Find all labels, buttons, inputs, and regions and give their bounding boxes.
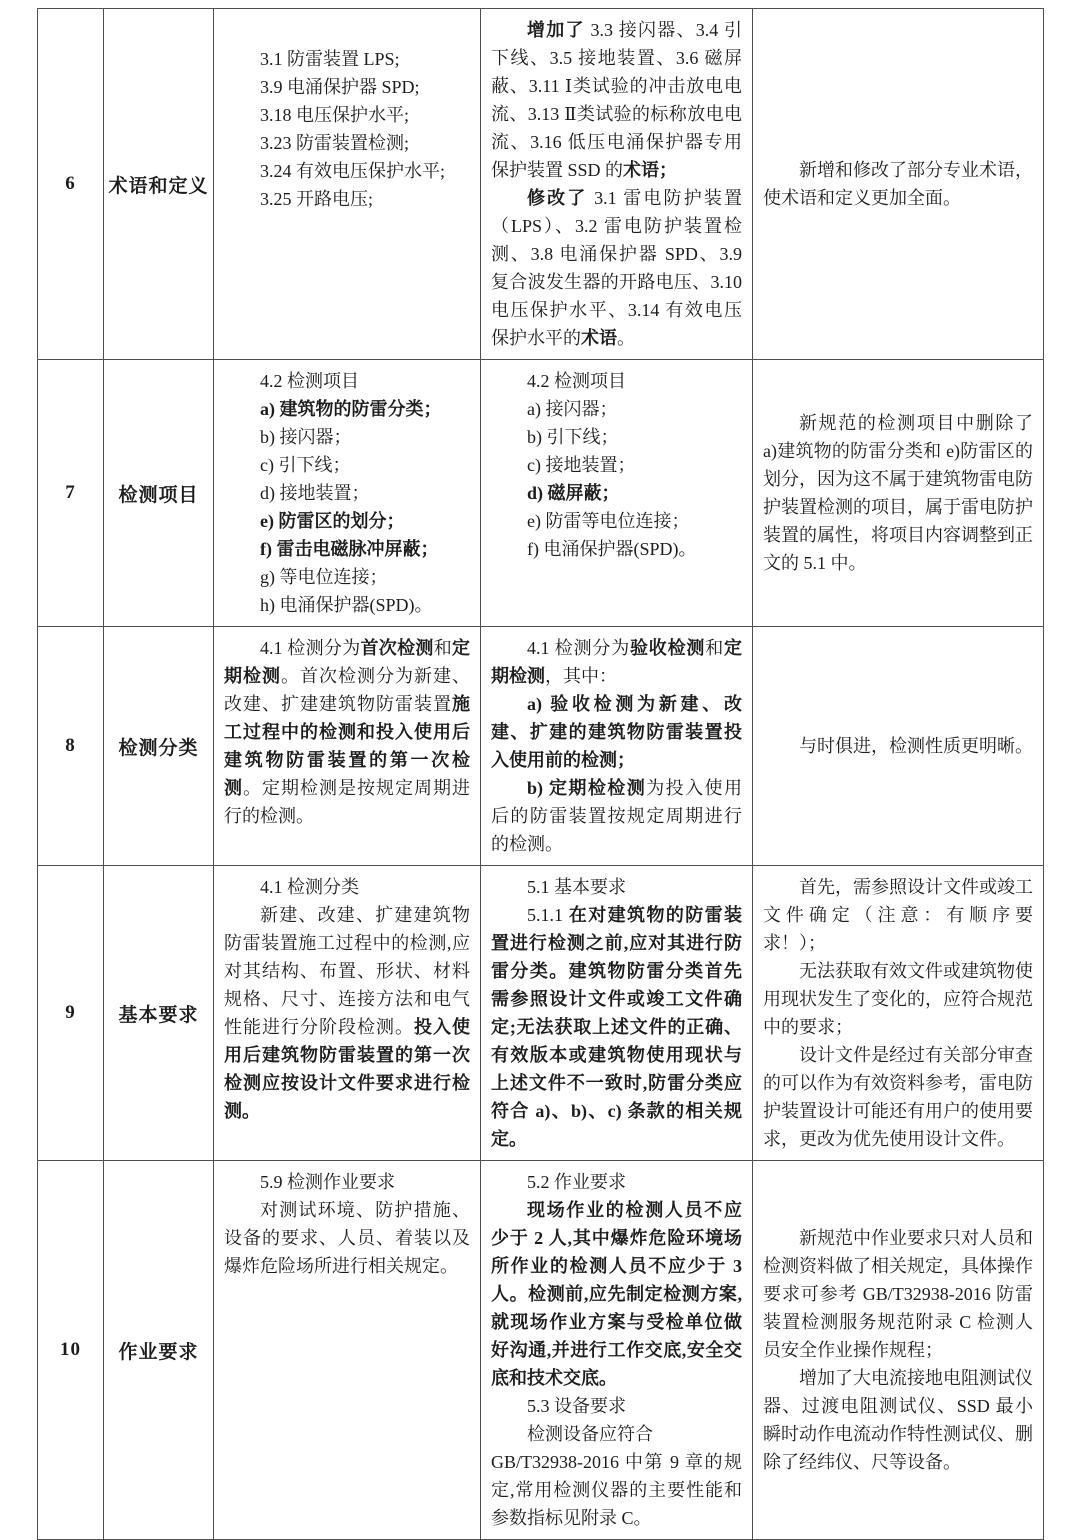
paragraph xyxy=(224,157,470,185)
bold-text-run: 投入使用后建筑物防雷装置的第一次检测应按设计文件要求进行检测。 xyxy=(224,1017,470,1121)
paragraph xyxy=(491,1392,742,1420)
paragraph xyxy=(763,957,1033,1041)
new-standard-cell xyxy=(481,9,753,360)
text-run: 3.1 防雷装置 LPS; xyxy=(260,49,400,69)
paragraph xyxy=(763,1041,1033,1153)
paragraph xyxy=(224,507,470,535)
paragraph xyxy=(491,423,742,451)
text-run: 无法获取有效文件或建筑物使用现状发生了变化的，应符合规范中的要求； xyxy=(763,961,1033,1037)
paragraph xyxy=(224,1168,470,1196)
paragraph xyxy=(224,634,470,830)
text-run: 首先，需参照设计文件或竣工文件确定（注意：有顺序要求！）； xyxy=(763,877,1033,953)
new-standard-cell xyxy=(481,1161,753,1540)
remark-cell xyxy=(753,1161,1044,1540)
bold-text-run: a) 建筑物的防雷分类； xyxy=(260,399,442,419)
text-run: c) 接地装置； xyxy=(527,455,636,475)
text-run: c) 引下线； xyxy=(260,455,351,475)
old-standard-cell xyxy=(214,1161,481,1540)
paragraph xyxy=(224,451,470,479)
table-row-8 xyxy=(38,627,1044,866)
bold-text-run: 现场作业的检测人员不应少于 2 人,其中爆炸危险环境场所作业的检测人员不应少于 3 人。检测前,应先制定检测方案,就现场作业方案与受检单位做好沟通,并进行工作交底,安全交底和技术交底。 xyxy=(491,1200,742,1388)
row-number-cell: 9 xyxy=(38,866,104,1161)
text-run: 5.1 基本要求 xyxy=(527,877,626,897)
paragraph xyxy=(491,479,742,507)
text-run: 3.9 电涌保护器 SPD; xyxy=(260,77,420,97)
standard-comparison-table xyxy=(37,8,1044,1540)
text-run: GB/T32938-2016 中第 9 章的规定,常用检测仪器的主要性能和参数指标见附录 C。 xyxy=(491,1452,742,1528)
paragraph xyxy=(491,184,742,352)
bold-text-run: a) 验收检测为新建、改建、扩建的建筑物防雷装置投入使用前的检测； xyxy=(491,694,742,770)
text-run: 4.2 检测项目 xyxy=(260,371,359,391)
paragraph xyxy=(224,873,470,901)
text-run: 和 xyxy=(433,638,453,658)
paragraph xyxy=(491,1420,742,1448)
row-number-cell: 7 xyxy=(38,360,104,627)
paragraph xyxy=(491,901,742,1153)
text-run: 为投入使用后的防雷装置按规定周期进行的检测。 xyxy=(491,778,742,854)
bold-text-run: f) 雷击电磁脉冲屏蔽； xyxy=(260,539,439,559)
paragraph xyxy=(491,395,742,423)
text-run: 3.24 有效电压保护水平; xyxy=(260,161,446,181)
paragraph xyxy=(491,690,742,774)
old-standard-cell xyxy=(214,866,481,1161)
paragraph xyxy=(491,634,742,690)
text-run: 和 xyxy=(705,638,725,658)
text-run: 与时俱进，检测性质更明晰。 xyxy=(799,736,1033,756)
paragraph xyxy=(224,563,470,591)
paragraph xyxy=(224,129,470,157)
paragraph xyxy=(224,479,470,507)
paragraph xyxy=(763,1364,1033,1476)
paragraph xyxy=(224,185,470,213)
text-run: 对测试环境、防护措施、设备的要求、人员、着装以及爆炸危险场所进行相关规定。 xyxy=(224,1200,470,1276)
paragraph xyxy=(491,1448,742,1532)
text-run: 5.3 设备要求 xyxy=(527,1396,626,1416)
text-run: 5.2 作业要求 xyxy=(527,1172,626,1192)
bold-text-run: 验收检测 xyxy=(630,638,706,658)
text-run: 4.2 检测项目 xyxy=(527,371,626,391)
text-run: 新建、改建、扩建建筑物防雷装置施工过程中的检测,应对其结构、布置、形状、材料规格、尺寸、连接方法和电气性能进行分阶段检测。 xyxy=(224,905,470,1037)
text-run: 4.1 检测分类 xyxy=(260,877,359,897)
paragraph xyxy=(491,16,742,184)
bold-text-run: 增加了 xyxy=(527,20,585,40)
text-run: 增加了大电流接地电阻测试仪器、过渡电阻测试仪、SSD 最小瞬时动作电流动作特性测试仪、删除了经纬仪、尺等设备。 xyxy=(763,1368,1033,1472)
paragraph xyxy=(224,535,470,563)
category-cell: 作业要求 xyxy=(104,1161,214,1540)
comparison-table-body xyxy=(38,9,1044,1540)
paragraph xyxy=(491,1196,742,1392)
row-number-cell: 10 xyxy=(38,1161,104,1540)
bold-text-run: b) 定期检检测 xyxy=(527,778,647,798)
paragraph xyxy=(224,101,470,129)
paragraph xyxy=(491,451,742,479)
text-run: ，其中： xyxy=(545,666,617,686)
new-standard-cell xyxy=(481,627,753,866)
row-number-cell: 8 xyxy=(38,627,104,866)
bold-text-run: 首次检测 xyxy=(360,638,434,658)
text-run: e) 防雷等电位连接； xyxy=(527,511,690,531)
bold-text-run: 术语； xyxy=(623,160,678,180)
category-cell: 检测项目 xyxy=(104,360,214,627)
paragraph xyxy=(491,774,742,858)
text-run: 4.1 检测分为 xyxy=(260,638,361,658)
text-run: 5.1.1 xyxy=(527,905,569,925)
text-run: 5.9 检测作业要求 xyxy=(260,1172,395,1192)
text-run: a) 接闪器； xyxy=(527,399,618,419)
old-standard-cell xyxy=(214,360,481,627)
table-row-7 xyxy=(38,360,1044,627)
remark-cell xyxy=(753,9,1044,360)
paragraph xyxy=(763,873,1033,957)
text-run: 4.1 检测分为 xyxy=(527,638,630,658)
remark-cell xyxy=(753,627,1044,866)
text-run: 新规范的检测项目中删除了 a)建筑物的防雷分类和 e)防雷区的划分，因为这不属于建筑物雷电防护装置检测的项目，属于雷电防护装置的属性，将项目内容调整到正文的 5.1 中。 xyxy=(763,413,1033,573)
table-row-6 xyxy=(38,9,1044,360)
text-run: 3.25 开路电压; xyxy=(260,189,374,209)
bold-text-run: e) 防雷区的划分； xyxy=(260,511,405,531)
paragraph xyxy=(491,535,742,563)
text-run: 3.23 防雷装置检测; xyxy=(260,133,410,153)
paragraph xyxy=(224,45,470,73)
table-row-10 xyxy=(38,1161,1044,1540)
old-standard-cell xyxy=(214,9,481,360)
text-run: 。定期检测是按规定周期进行的检测。 xyxy=(224,778,470,826)
paragraph xyxy=(491,873,742,901)
paragraph xyxy=(491,367,742,395)
text-run: 新增和修改了部分专业术语，使术语和定义更加全面。 xyxy=(763,160,1033,208)
text-run: 。首次检测分为新建、改建、扩建建筑物防雷装置 xyxy=(224,666,470,714)
text-run: 3.3 接闪器、3.4 引下线、3.5 接地装置、3.6 磁屏蔽、3.11 Ⅰ类试验的冲击放电电流、3.13 Ⅱ类试验的标称放电电流、3.16 低压电涌保护器专用保护装置 SSD 的 xyxy=(491,20,742,180)
bold-text-run: d) 磁屏蔽； xyxy=(527,483,620,503)
remark-cell xyxy=(753,866,1044,1161)
paragraph xyxy=(491,507,742,535)
bold-text-run: 修改了 xyxy=(527,188,588,208)
bold-text-run: 定期检测 xyxy=(224,638,471,686)
bold-text-run: 施工过程中的检测和投入使用后建筑物防雷装置的第一次检测 xyxy=(224,694,470,798)
text-run: 检测设备应符合 xyxy=(527,1424,653,1444)
paragraph xyxy=(763,732,1033,760)
text-run: g) 等电位连接； xyxy=(260,567,388,587)
paragraph xyxy=(224,591,470,619)
paragraph xyxy=(224,423,470,451)
old-standard-cell xyxy=(214,627,481,866)
paragraph xyxy=(224,367,470,395)
paragraph xyxy=(491,1168,742,1196)
text-run: d) 接地装置； xyxy=(260,483,370,503)
text-run: f) 电涌保护器(SPD)。 xyxy=(527,539,697,559)
text-run: 3.18 电压保护水平; xyxy=(260,105,410,125)
new-standard-cell xyxy=(481,866,753,1161)
new-standard-cell xyxy=(481,360,753,627)
text-run: 。 xyxy=(617,328,635,348)
category-cell: 基本要求 xyxy=(104,866,214,1161)
text-run: h) 电涌保护器(SPD)。 xyxy=(260,595,433,615)
paragraph xyxy=(763,1224,1033,1364)
paragraph xyxy=(224,901,470,1125)
bold-text-run: 术语 xyxy=(581,328,617,348)
paragraph xyxy=(763,156,1033,212)
paragraph xyxy=(224,73,470,101)
text-run: b) 接闪器； xyxy=(260,427,352,447)
paragraph xyxy=(763,409,1033,577)
paragraph xyxy=(224,1196,470,1280)
category-cell: 检测分类 xyxy=(104,627,214,866)
paragraph xyxy=(224,395,470,423)
bold-text-run: 定期检测 xyxy=(491,638,743,686)
category-cell: 术语和定义 xyxy=(104,9,214,360)
text-run: b) 引下线； xyxy=(527,427,619,447)
table-row-9 xyxy=(38,866,1044,1161)
text-run: 新规范中作业要求只对人员和检测资料做了相关规定，具体操作要求可参考 GB/T32938-2016 防雷装置检测服务规范附录 C 检测人员安全作业操作规程； xyxy=(763,1228,1033,1360)
row-number-cell: 6 xyxy=(38,9,104,360)
remark-cell xyxy=(753,360,1044,627)
text-run: 设计文件是经过有关部分审查的可以作为有效资料参考，雷电防护装置设计可能还有用户的使用要求，更改为优先使用设计文件。 xyxy=(763,1045,1033,1149)
bold-text-run: 在对建筑物的防雷装置进行检测之前,应对其进行防雷分类。建筑物防雷分类首先需参照设计文件或竣工文件确定;无法获取上述文件的正确、有效版本或建筑物使用现状与上述文件不一致时,防雷分类应符合 a)、b)、c) 条款的相关规定。 xyxy=(491,905,743,1149)
text-run: 3.1 雷电防护装置（LPS）、3.2 雷电防护装置检测、3.8 电涌保护器 SPD、3.9 复合波发生器的开路电压、3.10 电压保护水平、3.14 有效电压保护水平的 xyxy=(491,188,743,348)
